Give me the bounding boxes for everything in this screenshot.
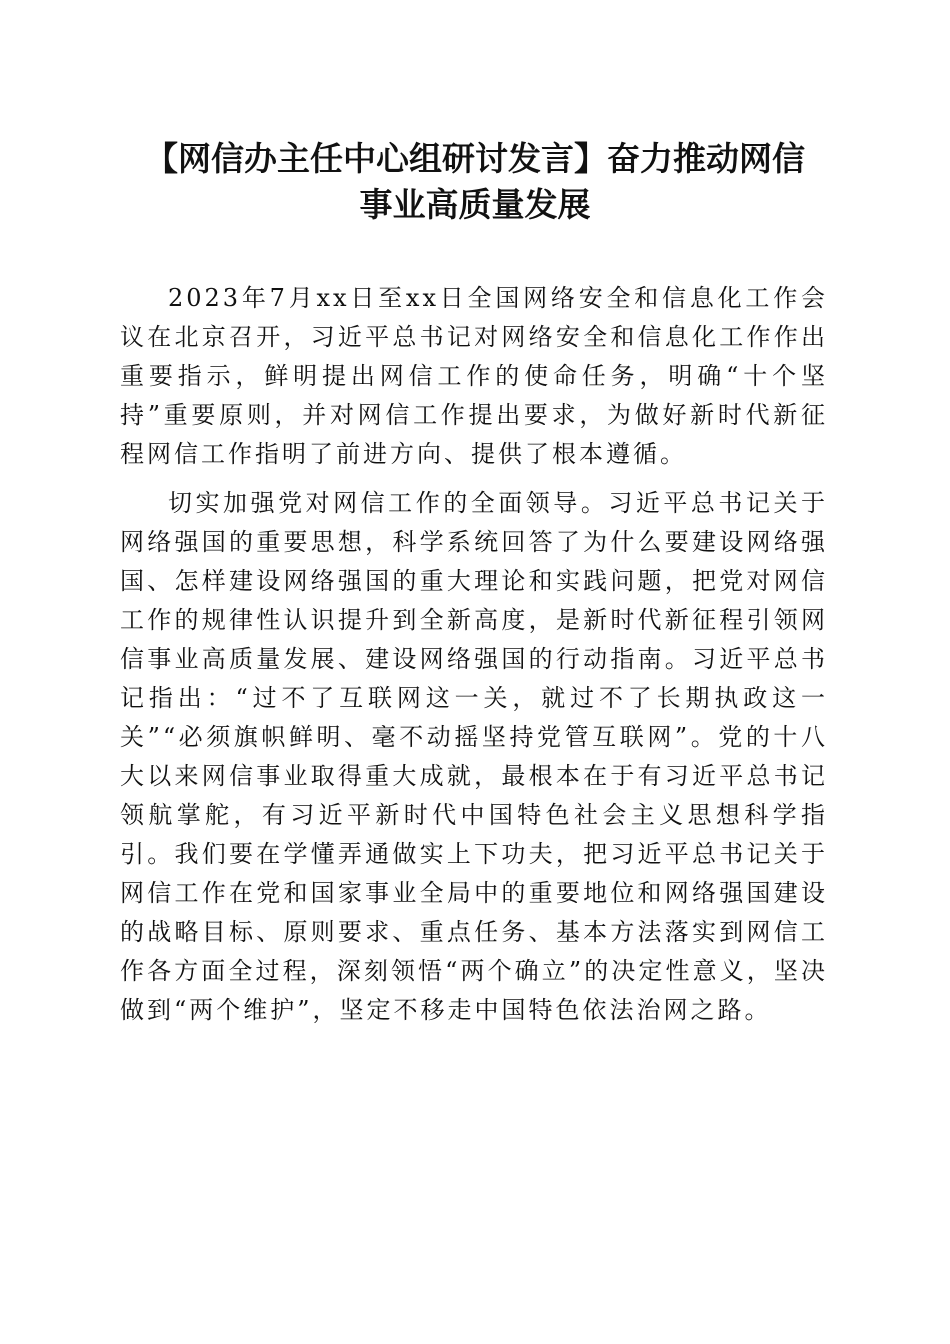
document-body bbox=[120, 279, 828, 1040]
paragraph-1: 2023年7月xx日至xx日全国网络安全和信息化工作会议在北京召开，习近平总书记对网络安全和信息化工作作出重要指示，鲜明提出网信工作的使命任务，明确“十个坚持”重要原则，并对网信工作提出要求，为做好新时代新征程网信工作指明了前进方向、提供了根本遵循。 bbox=[120, 284, 828, 468]
paragraph-2: 切实加强党对网信工作的全面领导。习近平总书记关于网络强国的重要思想，科学系统回答了为什么要建设网络强国、怎样建设网络强国的重大理论和实践问题，把党对网信工作的规律性认识提升到全新高度，是新时代新征程引领网信事业高质量发展、建设网络强国的行动指南。习近平总书记指出：“过不了互联网这一关，就过不了长期执政这一关”“必须旗帜鲜明、毫不动摇坚持党管互联网”。党的十八大以来网信事业取得重大成就，最根本在于有习近平总书记领航掌舵，有习近平新时代中国特色社会主义思想科学指引。我们要在学懂弄通做实上下功夫，把习近平总书记关于网信工作在党和国家事业全局中的重要地位和网络强国建设的战略目标、原则要求、重点任务、基本方法落实到网信工作各方面全过程，深刻领悟“两个确立”的决定性意义，坚决做到“两个维护”，坚定不移走中国特色依法治网之路。 bbox=[120, 489, 828, 1024]
document-title-line-2: 事业高质量发展 bbox=[359, 185, 591, 224]
document-title-line-1: 【网信办主任中心组研讨发言】奋力推动网信 bbox=[145, 139, 805, 178]
document-title bbox=[100, 136, 850, 228]
